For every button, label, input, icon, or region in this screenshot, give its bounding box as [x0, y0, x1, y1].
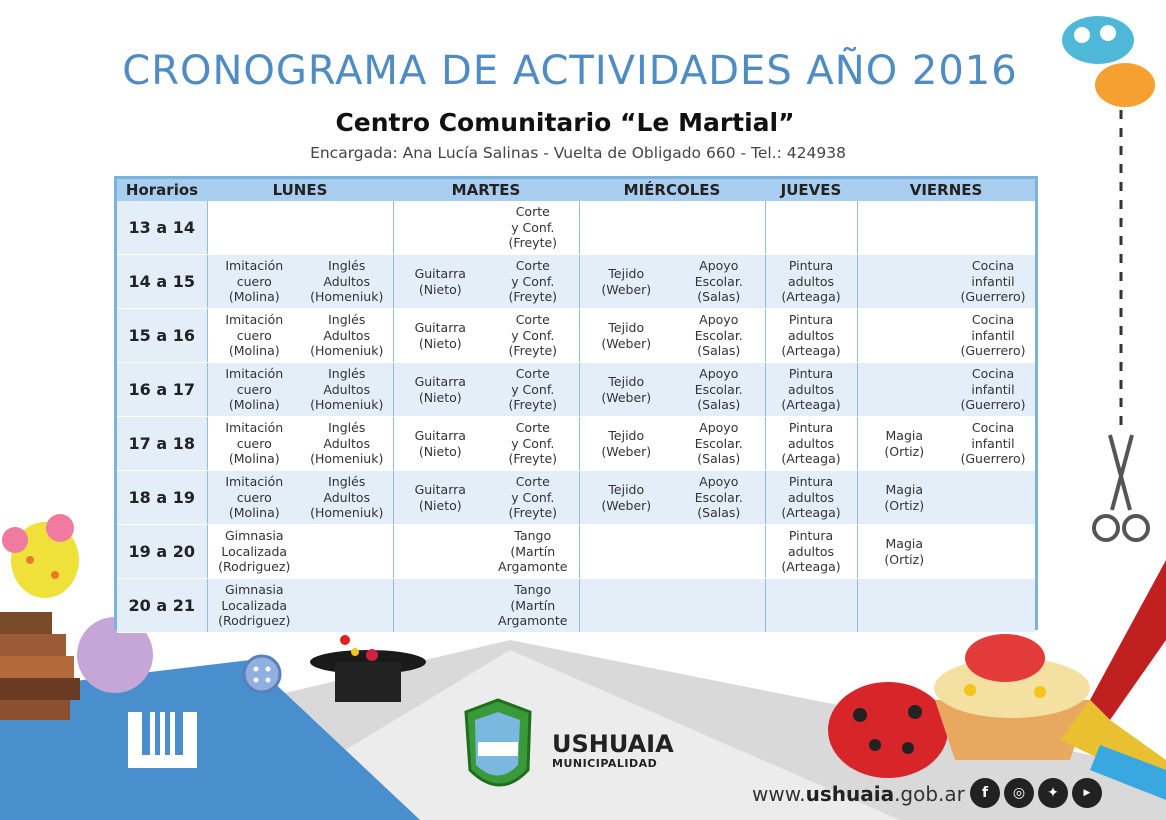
- facebook-icon[interactable]: f: [970, 778, 1000, 808]
- activity-cell: Cocina infantil (Guerrero): [951, 309, 1035, 363]
- activity-cell: Cocina infantil (Guerrero): [951, 363, 1035, 417]
- activity-cell: Corte y Conf. (Freyte): [487, 471, 579, 525]
- activity-cell: Pintura adultos (Arteaga): [765, 525, 857, 579]
- activity-cell: Pintura adultos (Arteaga): [765, 471, 857, 525]
- time-slot: 17 a 18: [117, 417, 207, 471]
- schedule-table: [114, 176, 1038, 630]
- activity-cell: Magia (Ortiz): [857, 471, 951, 525]
- time-slot: 16 a 17: [117, 363, 207, 417]
- activity-cell: [301, 579, 393, 633]
- table-row: [117, 471, 1035, 525]
- table-row: [117, 417, 1035, 471]
- activity-cell: Tejido (Weber): [579, 417, 673, 471]
- activity-cell: Imitación cuero (Molina): [207, 309, 301, 363]
- activity-cell: Inglés Adultos (Homeniuk): [301, 309, 393, 363]
- activity-cell: Imitación cuero (Molina): [207, 417, 301, 471]
- activity-cell: Corte y Conf. (Freyte): [487, 255, 579, 309]
- activity-cell: Corte y Conf. (Freyte): [487, 309, 579, 363]
- activity-cell: Gimnasia Localizada (Rodriguez): [207, 579, 301, 633]
- header-viernes: VIERNES: [857, 179, 1035, 201]
- activity-cell: Cocina infantil (Guerrero): [951, 417, 1035, 471]
- activity-cell: Corte y Conf. (Freyte): [487, 417, 579, 471]
- activity-cell: [857, 201, 951, 255]
- contact-info: Encargada: Ana Lucía Salinas - Vuelta de Obligado 660 - Tel.: 424938: [310, 144, 846, 162]
- activity-cell: Apoyo Escolar. (Salas): [673, 309, 765, 363]
- activity-cell: Tango (Martín Argamonte: [487, 525, 579, 579]
- time-slot: 15 a 16: [117, 309, 207, 363]
- url-suffix: .gob.ar: [894, 782, 965, 806]
- u-logo: [128, 712, 197, 768]
- activity-cell: Guitarra (Nieto): [393, 363, 487, 417]
- activity-cell: [857, 363, 951, 417]
- ushuaia-shield-logo: [466, 700, 530, 785]
- activity-cell: [207, 201, 301, 255]
- activity-cell: Apoyo Escolar. (Salas): [673, 417, 765, 471]
- activity-cell: [857, 255, 951, 309]
- activity-cell: Guitarra (Nieto): [393, 309, 487, 363]
- activity-cell: [301, 525, 393, 579]
- header-miercoles: MIÉRCOLES: [579, 179, 765, 201]
- brand-name: USHUAIA: [552, 730, 674, 758]
- activity-cell: Pintura adultos (Arteaga): [765, 417, 857, 471]
- activity-cell: [673, 525, 765, 579]
- header-horarios: Horarios: [117, 179, 207, 201]
- activity-cell: [301, 201, 393, 255]
- table-row: [117, 255, 1035, 309]
- activity-cell: [393, 579, 487, 633]
- activity-cell: [765, 579, 857, 633]
- activity-cell: Apoyo Escolar. (Salas): [673, 363, 765, 417]
- books-illustration: [0, 612, 80, 720]
- activity-cell: [673, 579, 765, 633]
- button-illustration: [244, 656, 280, 692]
- table-row: [117, 309, 1035, 363]
- activity-cell: Pintura adultos (Arteaga): [765, 309, 857, 363]
- url-prefix: www.: [752, 782, 806, 806]
- activity-cell: [393, 201, 487, 255]
- activity-cell: Guitarra (Nieto): [393, 471, 487, 525]
- center-name: Centro Comunitario “Le Martial”: [335, 108, 795, 137]
- activity-cell: Apoyo Escolar. (Salas): [673, 255, 765, 309]
- activity-cell: [857, 309, 951, 363]
- youtube-icon[interactable]: ▶: [1072, 778, 1102, 808]
- table-row: [117, 363, 1035, 417]
- activity-cell: Gimnasia Localizada (Rodriguez): [207, 525, 301, 579]
- ladybug-illustration: [828, 682, 948, 778]
- activity-cell: [673, 201, 765, 255]
- table-header-row: [117, 179, 1035, 201]
- instagram-icon[interactable]: ◎: [1004, 778, 1034, 808]
- activity-cell: [951, 201, 1035, 255]
- activity-cell: Imitación cuero (Molina): [207, 363, 301, 417]
- activity-cell: Guitarra (Nieto): [393, 417, 487, 471]
- table-row: [117, 201, 1035, 255]
- activity-cell: [579, 525, 673, 579]
- url-bold: ushuaia: [805, 782, 895, 806]
- table-row: [117, 579, 1035, 633]
- website-link[interactable]: [752, 782, 965, 806]
- header-jueves: JUEVES: [765, 179, 857, 201]
- activity-cell: Pintura adultos (Arteaga): [765, 255, 857, 309]
- activity-cell: Corte y Conf. (Freyte): [487, 363, 579, 417]
- activity-cell: Cocina infantil (Guerrero): [951, 255, 1035, 309]
- activity-cell: Imitación cuero (Molina): [207, 255, 301, 309]
- header-martes: MARTES: [393, 179, 579, 201]
- activity-cell: [579, 201, 673, 255]
- activity-cell: Magia (Ortiz): [857, 525, 951, 579]
- time-slot: 19 a 20: [117, 525, 207, 579]
- activity-cell: Tejido (Weber): [579, 255, 673, 309]
- activity-cell: Inglés Adultos (Homeniuk): [301, 471, 393, 525]
- activity-cell: Inglés Adultos (Homeniuk): [301, 417, 393, 471]
- activity-cell: [951, 579, 1035, 633]
- activity-cell: [951, 525, 1035, 579]
- scissors-illustration: [1094, 435, 1148, 540]
- time-slot: 20 a 21: [117, 579, 207, 633]
- brand-subtitle: MUNICIPALIDAD: [552, 757, 658, 770]
- activity-cell: Guitarra (Nieto): [393, 255, 487, 309]
- bug-illustration-left: [2, 514, 79, 598]
- activity-cell: [393, 525, 487, 579]
- activity-cell: Tejido (Weber): [579, 471, 673, 525]
- activity-cell: [765, 201, 857, 255]
- activity-cell: Inglés Adultos (Homeniuk): [301, 363, 393, 417]
- activity-cell: Apoyo Escolar. (Salas): [673, 471, 765, 525]
- twitter-icon[interactable]: ✦: [1038, 778, 1068, 808]
- activity-cell: [579, 579, 673, 633]
- activity-cell: Pintura adultos (Arteaga): [765, 363, 857, 417]
- activity-cell: Imitación cuero (Molina): [207, 471, 301, 525]
- header-lunes: LUNES: [207, 179, 393, 201]
- activity-cell: Tango (Martín Argamonte: [487, 579, 579, 633]
- page-title: CRONOGRAMA DE ACTIVIDADES AÑO 2016: [122, 48, 1018, 94]
- activity-cell: Tejido (Weber): [579, 309, 673, 363]
- time-slot: 14 a 15: [117, 255, 207, 309]
- activity-cell: [857, 579, 951, 633]
- activity-cell: Tejido (Weber): [579, 363, 673, 417]
- table-row: [117, 525, 1035, 579]
- time-slot: 13 a 14: [117, 201, 207, 255]
- activity-cell: Corte y Conf. (Freyte): [487, 201, 579, 255]
- time-slot: 18 a 19: [117, 471, 207, 525]
- activity-cell: [951, 471, 1035, 525]
- activity-cell: Magia (Ortiz): [857, 417, 951, 471]
- activity-cell: Inglés Adultos (Homeniuk): [301, 255, 393, 309]
